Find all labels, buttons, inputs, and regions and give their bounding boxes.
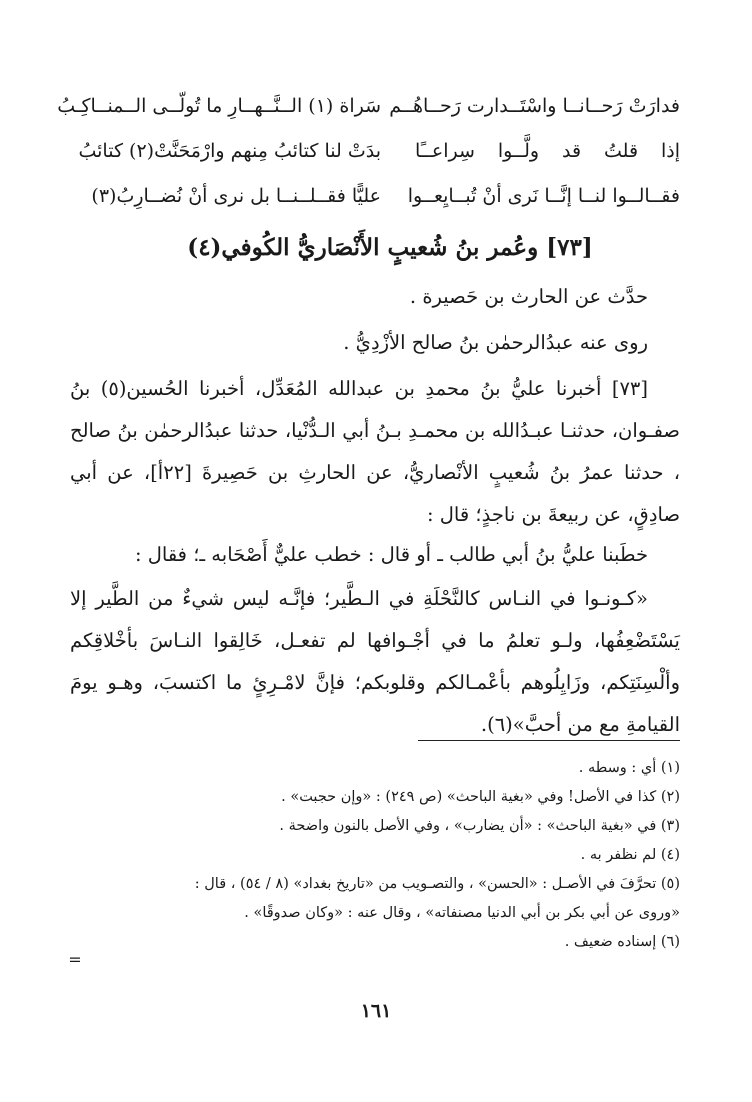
paragraph-narrators: روى عنه عبدُالرحمٰن بنُ صالح الأزْدِيُّ . [343, 331, 648, 354]
footnote: (١) أي : وسطه . [578, 760, 680, 776]
footnote: (٦) إسناده ضعيف . [564, 934, 680, 950]
footnote-separator [418, 740, 680, 741]
poem-second-hemistich: بدَتْ لنا كتائبُ مِنهم وارْمَحَنَّتْ(٢) كتائبُ [78, 140, 381, 162]
page-number: ١٦١ [360, 1000, 392, 1022]
paragraph-narrated: حدَّث عن الحارث بن حَصيرة . [409, 285, 648, 308]
poem-block [0, 88, 752, 223]
footnote: (٤) لم نظفر به . [580, 847, 680, 863]
footnote: (٢) كذا في الأصل! وفي «بغية الباحث» (ص ٢٤٩) : «وإن حجبت» . [281, 789, 680, 805]
footnote: (٣) في «بغية الباحث» : «أن يضارب» ، وفي الأصل بالنون واضحة . [279, 818, 680, 834]
footnote-continuation: «وروى عن أبي بكر بن أبي الدنيا مصنفاته» ، وقال عنه : «وكان صدوقًا» . [244, 905, 680, 921]
paragraph-sermon-intro: خطَبنا عليُّ بنُ أبي طالب ـ أو قال : خطب عليٌّ أَصْحَابه ـ؛ فقال : [134, 543, 648, 566]
poem-verse [0, 178, 752, 223]
paragraph-isnad: [٧٣] أخبرنا عليُّ بنُ محمدِ بن عبدالله المُعَدِّل، أخبرنا الحُسين(٥) بنُ صفـوان، حدثنـا عبـدُالله بن محمـدِ بـنُ أبي الـدُّنْيا، حدثنا عبدُالرحمٰن بنُ صالح ، حدثنا عمرُ بنُ شُعيبٍ الأنْصاريُّ، عن الحارثِ بن حَصِيرةَ [٢٢أ]، عن أبي صادِقٍ، عن ربيعةَ بن ناجذٍ؛ قال : [70, 377, 680, 526]
poem-verse [0, 133, 752, 178]
entry-heading: [٧٣] وعُمر بنُ شُعيبٍ الأَنْصَاريُّ الكُوفي(٤) [187, 234, 593, 261]
poem-verse [0, 88, 752, 133]
poem-second-hemistich: عليًّا فقــلــنــا بل نرى أنْ نُضــارِبُ(٣) [91, 185, 381, 207]
margin-mark: = [68, 950, 82, 969]
footnotes [70, 754, 680, 957]
poem-first-hemistich: فقــالــوا لنــا إنَّــا نَرى أنْ تُبــايِعــوا [407, 185, 680, 207]
footnote: (٥) تحرَّفَ في الأصـل : «الحسن» ، والتصـويب من «تاريخ بغداد» (٨ / ٥٤) ، قال : [194, 876, 680, 892]
paragraph-sermon-text: «كـونـوا في النـاس كالنَّحْلَةِ في الـطَّير؛ فإنَّـه ليس شيءٌ من الطَّير إلا يَسْتَضْعِفُها، ولـو تعلمُ ما في أجْـوافها لم تفعـل، خَالِقوا النـاسَ بأخْلاقِكم وألْسِنَتِكم، وزَايِلُوهم بأعْمـالكم وقلوبكم؛ فإنَّ لامْـرِئٍ ما اكتسبَ، وهـو يومَ القيامةِ مع من أحبَّ»(٦). [70, 587, 680, 736]
poem-first-hemistich: إذا قلتُ قد ولَّــوا سِراعــًا [415, 140, 680, 162]
poem-second-hemistich: سَراة (١) الــنَّــهــارِ ما تُولّــى الــمنــاكِـبُ [57, 95, 381, 117]
poem-first-hemistich: فدارَتْ رَحــانــا واسْتَــدارت رَحــاهُــم [389, 95, 680, 117]
